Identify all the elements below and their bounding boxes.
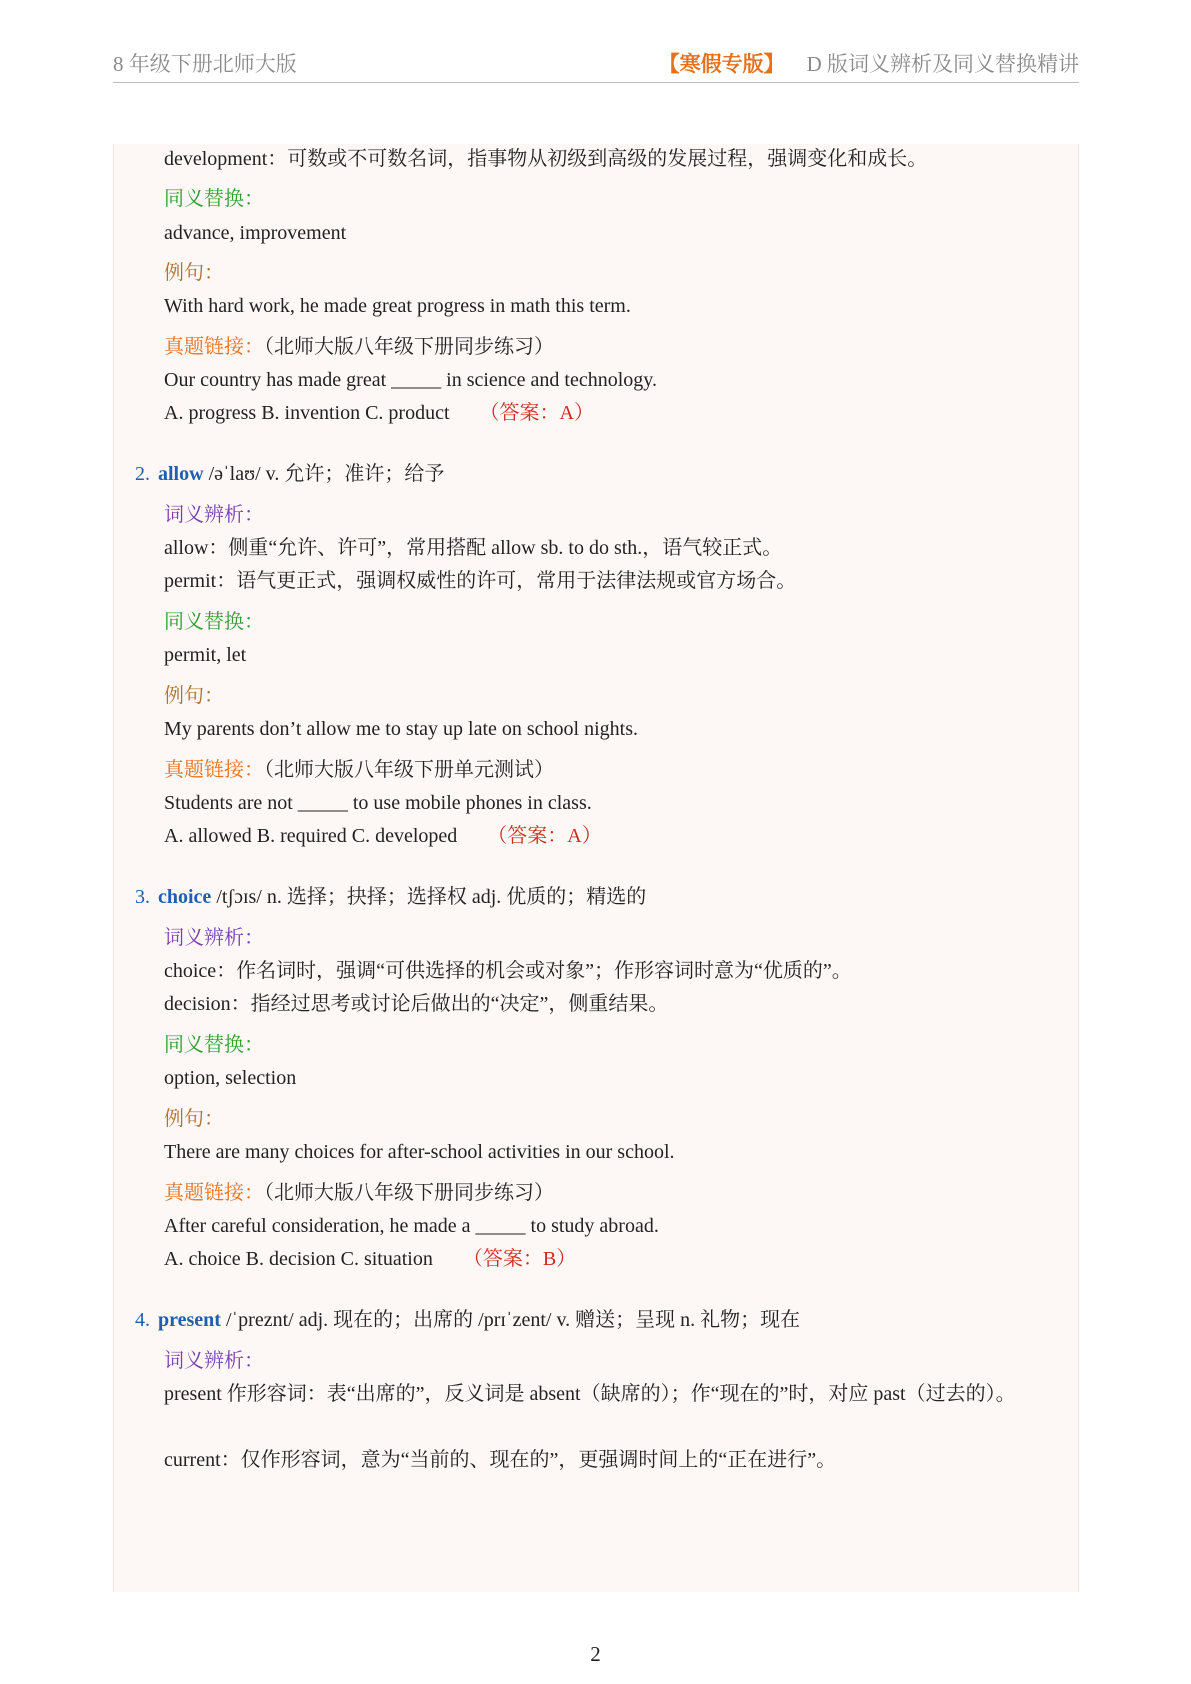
header-grade: 8 年级下册北师大版 — [113, 52, 297, 76]
entry3-synonym-label: 同义替换： — [164, 1034, 264, 1056]
entry3-word: choice — [158, 886, 212, 908]
entry3-question: After careful consideration, he made a _____ to study abroad. — [164, 1215, 659, 1237]
entry2-heading — [135, 461, 444, 487]
entry4-heading — [135, 1307, 800, 1333]
entry2-discrimination-2: permit：语气更正式，强调权威性的许可，常用于法律法规或官方场合。 — [164, 570, 797, 592]
entry3-heading — [135, 884, 646, 910]
entry4-discrimination-1: present 作形容词：表“出席的”，反义词是 absent（缺席的）；作“现在的”时，对应 past（过去的）。 — [164, 1383, 1016, 1405]
entry3-definition: /tʃɔɪs/ n. 选择；抉择；选择权 adj. 优质的；精选的 — [211, 886, 647, 908]
entry2-definition: /əˈlaʊ/ v. 允许；准许；给予 — [203, 463, 445, 485]
entry3-discrimination-2: decision：指经过思考或讨论后做出的“决定”，侧重结果。 — [164, 993, 669, 1015]
entry2-example: My parents don’t allow me to stay up late on school nights. — [164, 718, 639, 740]
entry3-real-line — [164, 1180, 554, 1206]
entry3-synonyms: option, selection — [164, 1067, 297, 1089]
entry2-number: 2. — [135, 463, 150, 485]
entry1-real-source: （北师大版八年级下册同步练习） — [264, 336, 554, 358]
entry2-discrimination-1: allow：侧重“允许、许可”，常用搭配 allow sb. to do sth.，语气较正式。 — [164, 537, 783, 559]
entry1-example-label: 例句： — [164, 262, 224, 284]
entry3-options-line — [164, 1246, 576, 1272]
entry1-question: Our country has made great _____ in science and technology. — [164, 369, 657, 391]
entry1-synonyms: advance, improvement — [164, 222, 347, 244]
entry1-options: A. progress B. invention C. product — [164, 402, 450, 424]
entry4-discrimination-2: current：仅作形容词，意为“当前的、现在的”，更强调时间上的“正在进行”。 — [164, 1449, 837, 1471]
entry1-real-line — [164, 334, 554, 360]
content-panel — [113, 144, 1079, 1592]
entry2-real-label: 真题链接： — [164, 759, 264, 781]
entry2-options: A. allowed B. required C. developed — [164, 825, 458, 847]
entry2-discrimination-label: 词义辨析： — [164, 504, 264, 526]
entry2-real-source: （北师大版八年级下册单元测试） — [264, 759, 554, 781]
entry4-word: present — [158, 1309, 221, 1331]
entry1-development: development：可数或不可数名词，指事物从初级到高级的发展过程，强调变化和成长。 — [164, 148, 928, 170]
entry3-answer: （答案：B） — [462, 1248, 577, 1270]
entry2-synonyms: permit, let — [164, 644, 247, 666]
entry2-options-line — [164, 823, 602, 849]
entry3-real-label: 真题链接： — [164, 1182, 264, 1204]
entry1-answer: （答案：A） — [479, 402, 594, 424]
entry1-synonym-label: 同义替换： — [164, 188, 264, 210]
entry2-answer: （答案：A） — [487, 825, 602, 847]
page-number: 2 — [590, 1642, 601, 1666]
page-header — [113, 42, 1079, 83]
entry3-discrimination-label: 词义辨析： — [164, 927, 264, 949]
entry2-question: Students are not _____ to use mobile phones in class. — [164, 792, 592, 814]
entry1-real-label: 真题链接： — [164, 336, 264, 358]
header-title — [659, 48, 1079, 78]
header-subtitle: D 版词义辨析及同义替换精讲 — [806, 52, 1079, 76]
entry1-options-line — [164, 400, 594, 426]
entry3-options: A. choice B. decision C. situation — [164, 1248, 433, 1270]
entry3-real-source: （北师大版八年级下册同步练习） — [264, 1182, 554, 1204]
entry4-discrimination-label: 词义辨析： — [164, 1350, 264, 1372]
entry4-number: 4. — [135, 1309, 150, 1331]
entry3-example: There are many choices for after-school activities in our school. — [164, 1141, 675, 1163]
entry3-discrimination-1: choice：作名词时，强调“可供选择的机会或对象”；作形容词时意为“优质的”。 — [164, 960, 852, 982]
entry3-example-label: 例句： — [164, 1108, 224, 1130]
entry1-example: With hard work, he made great progress in math this term. — [164, 295, 631, 317]
entry2-example-label: 例句： — [164, 685, 224, 707]
entry2-real-line — [164, 757, 554, 783]
entry2-word: allow — [158, 463, 204, 485]
header-special-edition: 【寒假专版】 — [658, 52, 785, 76]
entry4-definition: /ˈpreznt/ adj. 现在的；出席的 /prɪˈzent/ v. 赠送；呈现 n. 礼物；现在 — [220, 1309, 801, 1331]
entry3-number: 3. — [135, 886, 150, 908]
entry2-synonym-label: 同义替换： — [164, 611, 264, 633]
